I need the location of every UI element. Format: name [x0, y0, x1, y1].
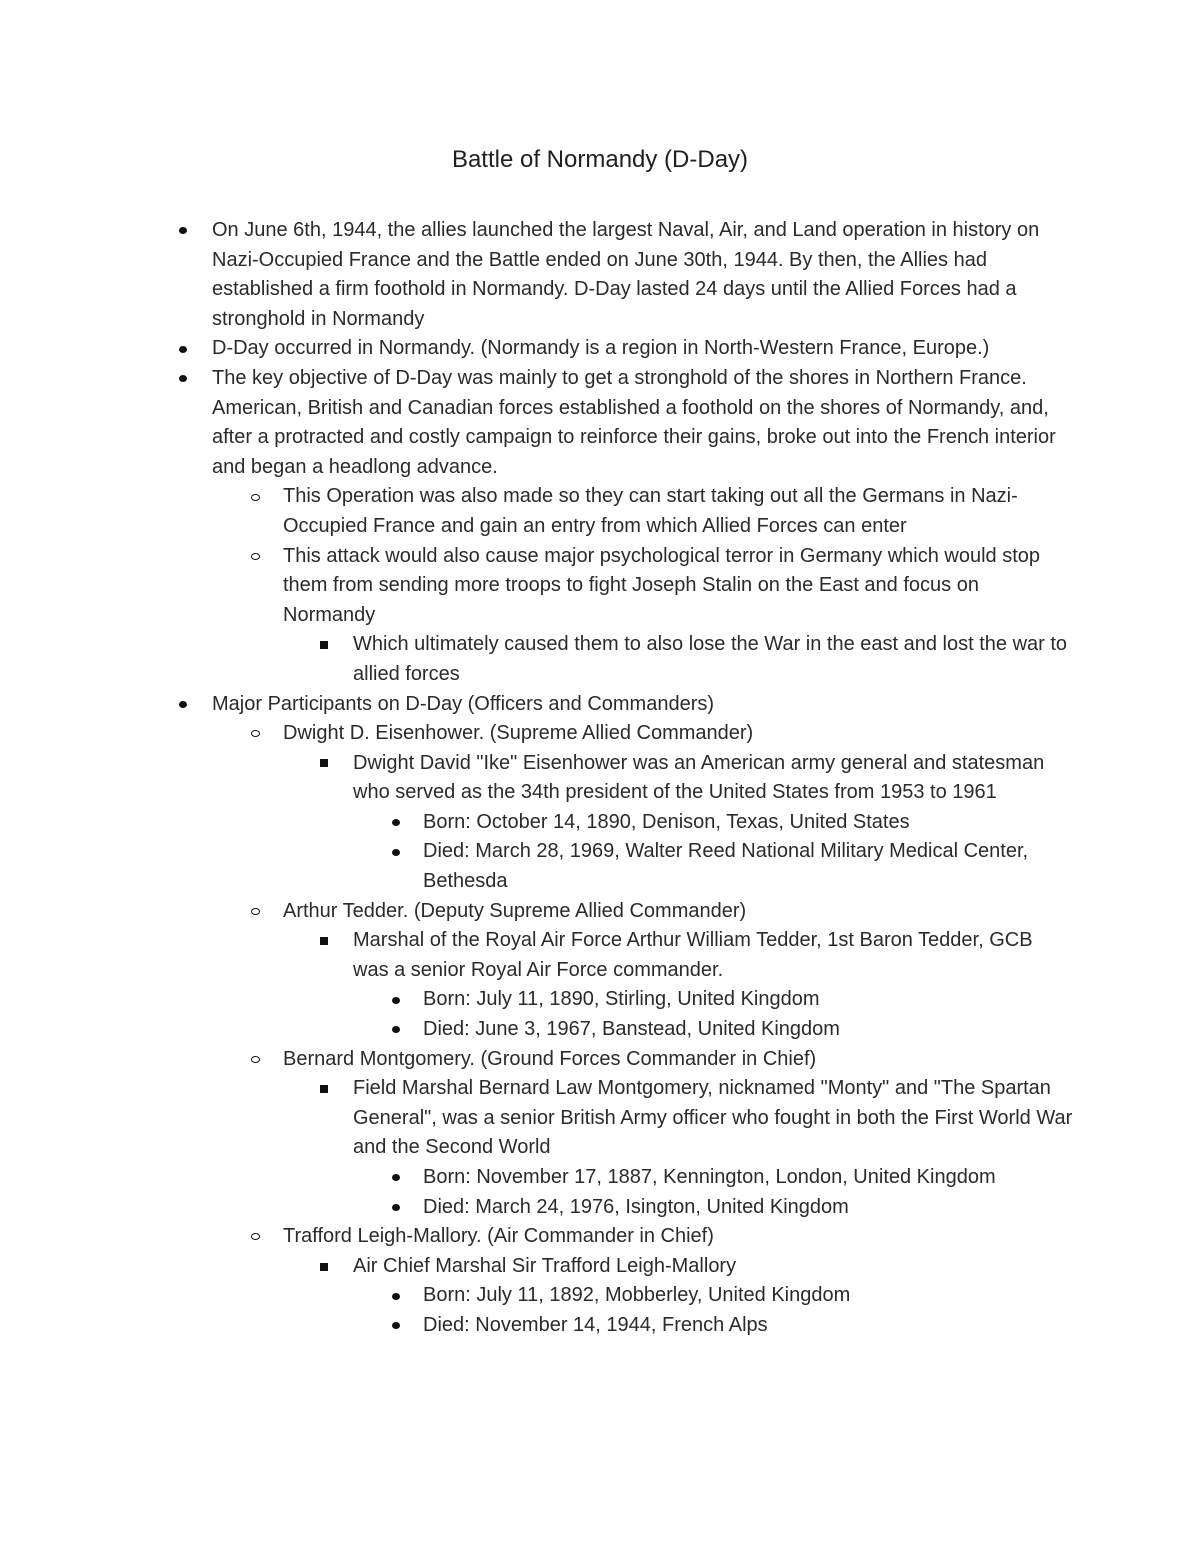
list-item: [0, 1015, 1200, 1045]
list-item-text: The key objective of D-Day was mainly to get a stronghold of the shores in Northern France. American, British and Canadian forces established a foothold on the shores of Normandy, and, after a protracted and costly campaign to reinforce their gains, broke out into the French interior and began a headlong advance.: [212, 366, 1056, 478]
list-item-text: Trafford Leigh-Mallory. (Air Commander in Chief): [283, 1225, 714, 1248]
list-item: [0, 364, 1200, 482]
list-item: [0, 926, 1200, 985]
list-item-text: Dwight D. Eisenhower. (Supreme Allied Commander): [283, 722, 754, 745]
bullet-disc-icon: [389, 808, 403, 838]
list-item-text: Major Participants on D-Day (Officers and Commanders): [212, 692, 715, 715]
bullet-disc-icon: [389, 1281, 403, 1311]
list-item: [0, 630, 1200, 689]
list-item-text: Born: November 17, 1887, Kennington, London, United Kingdom: [423, 1166, 996, 1188]
list-item-text: Dwight David "Ike" Eisenhower was an American army general and statesman who served as the 34th president of the United States from 1953 to 1961: [353, 751, 1045, 804]
bullet-square-icon: [317, 1252, 331, 1282]
bullet-circle-icon: [248, 542, 262, 572]
bullet-circle-icon: [248, 897, 262, 927]
list-item: [0, 749, 1200, 808]
list-item-text: Field Marshal Bernard Law Montgomery, nicknamed "Monty" and "The Spartan General", was a senior British Army officer who fought in both the First World War and the Second World: [353, 1077, 1073, 1159]
list-item-text: Born: July 11, 1892, Mobberley, United Kingdom: [423, 1284, 851, 1307]
list-item: [0, 1193, 1200, 1223]
list-item: [0, 1311, 1200, 1341]
list-item: [0, 1045, 1200, 1075]
list-item-text: On June 6th, 1944, the allies launched the largest Naval, Air, and Land operation in history on Nazi-Occupied France and the Battle ended on June 30th, 1944. By then, the Allies had established a firm foothold in Normandy. D-Day lasted 24 days until the Allied Forces had a stronghold in Normandy: [212, 219, 1040, 330]
list-item-text: D-Day occurred in Normandy. (Normandy is a region in North-Western France, Europe.): [212, 337, 990, 360]
bullet-circle-icon: [248, 482, 262, 512]
bullet-circle-icon: [248, 1045, 262, 1075]
bullet-disc-icon: [176, 334, 190, 364]
list-item: [0, 808, 1200, 838]
list-item: [0, 1281, 1200, 1311]
list-item: [0, 1163, 1200, 1193]
list-item: [0, 334, 1200, 364]
list-item-text: Bernard Montgomery. (Ground Forces Commander in Chief): [283, 1047, 817, 1070]
bullet-square-icon: [317, 630, 331, 660]
list-item: [0, 216, 1200, 334]
bullet-disc-icon: [389, 837, 403, 867]
list-item: [0, 985, 1200, 1015]
list-item: [0, 482, 1200, 541]
bullet-square-icon: [317, 926, 331, 956]
bullet-disc-icon: [389, 1163, 403, 1193]
bullet-disc-icon: [176, 690, 190, 720]
list-item-text: Died: June 3, 1967, Banstead, United Kingdom: [423, 1018, 840, 1041]
bullet-circle-icon: [248, 719, 262, 749]
bullet-disc-icon: [389, 1015, 403, 1045]
list-item-text: Died: November 14, 1944, French Alps: [423, 1313, 768, 1336]
bullet-disc-icon: [176, 216, 190, 246]
list-item: [0, 719, 1200, 749]
list-item: [0, 542, 1200, 631]
list-item-text: Arthur Tedder. (Deputy Supreme Allied Commander): [283, 899, 747, 922]
list-item-text: Died: March 28, 1969, Walter Reed National Military Medical Center, Bethesda: [423, 840, 1029, 893]
list-item: [0, 897, 1200, 927]
bullet-disc-icon: [176, 364, 190, 394]
list-item: [0, 837, 1200, 896]
list-item-text: Born: October 14, 1890, Denison, Texas, United States: [423, 810, 910, 833]
list-item-text: Which ultimately caused them to also lose the War in the east and lost the war to allied forces: [353, 633, 1068, 685]
list-item: [0, 1222, 1200, 1252]
bullet-square-icon: [317, 749, 331, 779]
document-title: Battle of Normandy (D-Day): [451, 146, 749, 173]
list-item-text: Died: March 24, 1976, Isington, United Kingdom: [423, 1195, 849, 1218]
list-item: [0, 1252, 1200, 1282]
bullet-list: [0, 216, 1200, 1341]
list-item: [0, 690, 1200, 720]
bullet-disc-icon: [389, 1311, 403, 1341]
list-item-text: This attack would also cause major psychological terror in Germany which would stop them from sending more troops to fight Joseph Stalin on the East and focus on Normandy: [283, 544, 1041, 626]
bullet-square-icon: [317, 1074, 331, 1104]
list-item: [0, 1074, 1200, 1163]
list-item-text: Marshal of the Royal Air Force Arthur William Tedder, 1st Baron Tedder, GCB was a senior Royal Air Force commander.: [353, 929, 1033, 981]
bullet-circle-icon: [248, 1222, 262, 1252]
list-item-text: This Operation was also made so they can start taking out all the Germans in Nazi-Occupied France and gain an entry from which Allied Forces can enter: [283, 485, 1018, 537]
list-item-text: Born: July 11, 1890, Stirling, United Kingdom: [423, 988, 820, 1011]
bullet-disc-icon: [389, 1193, 403, 1223]
bullet-disc-icon: [389, 985, 403, 1015]
list-item-text: Air Chief Marshal Sir Trafford Leigh-Mallory: [353, 1254, 737, 1277]
